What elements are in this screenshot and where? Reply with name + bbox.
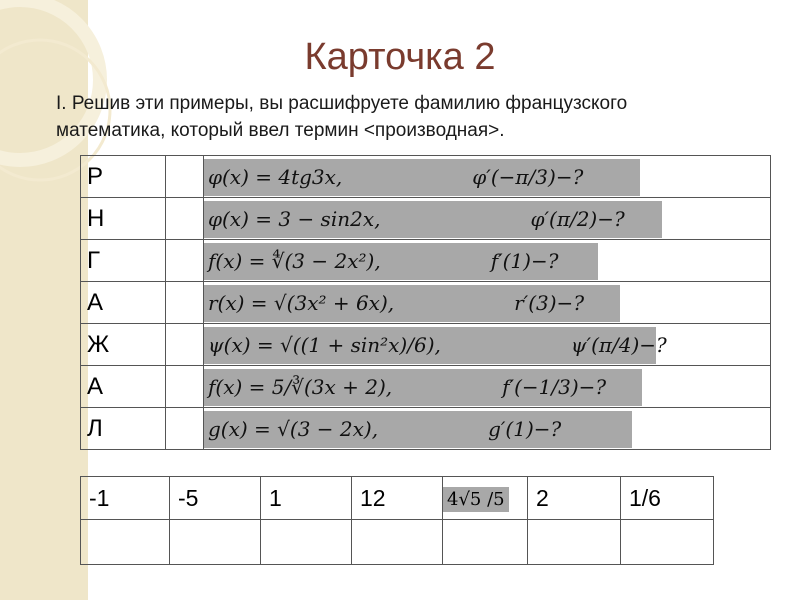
formula-highlight	[204, 411, 632, 448]
formula-highlight	[204, 159, 640, 196]
formula-highlight	[204, 369, 642, 406]
answer-cell: 1	[261, 477, 352, 520]
cipher-letter: Р	[81, 156, 166, 198]
cipher-letter: А	[81, 282, 166, 324]
formula-text: g(x) = √(3 − 2x),	[208, 417, 379, 441]
answer-highlight: 4√5 /5	[443, 487, 509, 512]
cipher-letter: А	[81, 366, 166, 408]
derivative-question: f′(−1/3)−?	[502, 375, 607, 399]
answer-cell: -5	[170, 477, 261, 520]
answers-table	[80, 476, 714, 565]
answer-cell: 12	[352, 477, 443, 520]
formula-text: ψ(x) = √((1 + sin²x)/6),	[208, 333, 441, 357]
formula-cell	[204, 282, 771, 324]
cipher-row	[81, 408, 771, 450]
cipher-row	[81, 324, 771, 366]
answers-row	[81, 477, 714, 520]
letter-slot[interactable]	[261, 520, 352, 565]
derivative-question: f′(1)−?	[490, 249, 559, 273]
cipher-row	[81, 366, 771, 408]
task-text	[56, 90, 756, 144]
formula-cell	[204, 240, 771, 282]
cipher-table	[80, 155, 771, 450]
formula-highlight	[204, 243, 598, 280]
derivative-question: φ′(−π/3)−?	[472, 165, 584, 189]
spacer-cell	[166, 198, 204, 240]
letters-row	[81, 520, 714, 565]
formula-highlight	[204, 201, 662, 238]
letter-slot[interactable]	[443, 520, 528, 565]
formula-highlight	[204, 285, 620, 322]
spacer-cell	[166, 282, 204, 324]
spacer-cell	[166, 324, 204, 366]
letter-slot[interactable]	[170, 520, 261, 565]
cipher-letter: Ж	[81, 324, 166, 366]
spacer-cell	[166, 408, 204, 450]
derivative-question: r′(3)−?	[514, 291, 585, 315]
cipher-row	[81, 156, 771, 198]
cipher-row	[81, 198, 771, 240]
formula-text: φ(x) = 4tg3x,	[208, 165, 343, 189]
answer-cell	[443, 477, 528, 520]
formula-cell	[204, 366, 771, 408]
cipher-row	[81, 240, 771, 282]
answer-cell: 1/6	[621, 477, 714, 520]
formula-highlight	[204, 327, 667, 364]
formula-text: f(x) = ∜(3 − 2x²),	[208, 249, 381, 273]
formula-text: φ(x) = 3 − sin2x,	[208, 207, 381, 231]
letter-slot[interactable]	[352, 520, 443, 565]
cipher-letter: Н	[81, 198, 166, 240]
spacer-cell	[166, 240, 204, 282]
derivative-question: ψ′(π/4)−?	[570, 333, 667, 357]
card-title: Карточка 2	[304, 36, 496, 78]
answer-cell: 2	[528, 477, 621, 520]
letter-slot[interactable]	[528, 520, 621, 565]
derivative-question: φ′(π/2)−?	[530, 207, 625, 231]
letter-slot[interactable]	[621, 520, 714, 565]
answer-cell: -1	[81, 477, 170, 520]
formula-text: f(x) = 5/∛(3x + 2),	[208, 375, 393, 399]
cipher-letter: Л	[81, 408, 166, 450]
formula-cell	[204, 198, 771, 240]
formula-cell	[204, 156, 771, 198]
task-line-1: I. Решив эти примеры, вы расшифруете фамилию французского	[56, 93, 628, 114]
formula-cell	[204, 324, 771, 366]
formula-cell	[204, 408, 771, 450]
task-line-2: математика, который ввел термин <производная>.	[56, 120, 505, 141]
spacer-cell	[166, 366, 204, 408]
cipher-letter: Г	[81, 240, 166, 282]
derivative-question: g′(1)−?	[488, 417, 562, 441]
spacer-cell	[166, 156, 204, 198]
cipher-row	[81, 282, 771, 324]
formula-text: r(x) = √(3x² + 6x),	[208, 291, 395, 315]
letter-slot[interactable]	[81, 520, 170, 565]
